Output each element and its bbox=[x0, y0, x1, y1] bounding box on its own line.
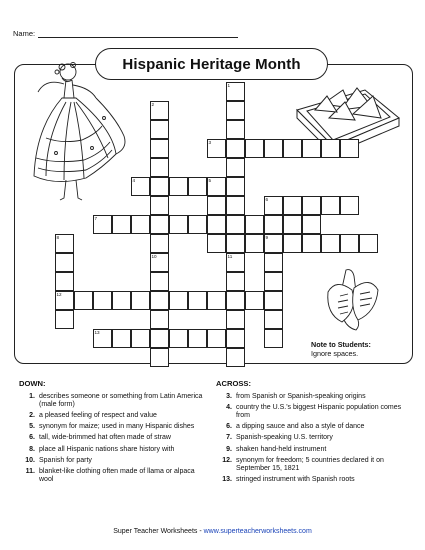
note-text: Ignore spaces. bbox=[311, 349, 359, 358]
grid-cell[interactable] bbox=[150, 158, 169, 177]
clue-text: synonym for maize; used in many Hispanic dishes bbox=[39, 423, 195, 431]
grid-cell[interactable] bbox=[188, 291, 207, 310]
clue-num: 7. bbox=[226, 434, 232, 442]
grid-cell[interactable] bbox=[188, 329, 207, 348]
across-clue bbox=[216, 446, 412, 455]
name-line[interactable] bbox=[38, 29, 238, 38]
grid-cell[interactable] bbox=[131, 329, 150, 348]
grid-cell[interactable] bbox=[226, 310, 245, 329]
across-clue bbox=[216, 404, 412, 421]
grid-cell[interactable] bbox=[112, 215, 131, 234]
clue-text: shaken hand-held instrument bbox=[236, 445, 327, 453]
grid-cell[interactable] bbox=[226, 329, 245, 348]
grid-cell[interactable] bbox=[321, 234, 340, 253]
clue-number: 2 bbox=[151, 102, 155, 107]
across-clue bbox=[216, 423, 412, 432]
grid-cell[interactable] bbox=[340, 196, 359, 215]
grid-cell[interactable] bbox=[169, 177, 188, 196]
clue-number: 12 bbox=[56, 292, 62, 297]
grid-cell[interactable] bbox=[245, 139, 264, 158]
clue-number: 9 bbox=[265, 235, 269, 240]
grid-cell[interactable] bbox=[150, 177, 169, 196]
down-clue bbox=[19, 412, 209, 421]
footer bbox=[0, 528, 425, 535]
clue-number: 6 bbox=[265, 197, 269, 202]
grid-cell[interactable] bbox=[207, 234, 226, 253]
across-clue bbox=[216, 434, 412, 443]
clue-number: 5 bbox=[208, 178, 212, 183]
clue-text: from Spanish or Spanish-speaking origins bbox=[236, 392, 366, 400]
grid-cell[interactable] bbox=[226, 101, 245, 120]
grid-cell[interactable] bbox=[169, 215, 188, 234]
grid-cell[interactable] bbox=[55, 253, 74, 272]
grid-cell[interactable] bbox=[226, 272, 245, 291]
grid-cell[interactable] bbox=[359, 234, 378, 253]
grid-cell[interactable] bbox=[283, 234, 302, 253]
grid-cell[interactable] bbox=[188, 215, 207, 234]
dancer-illustration bbox=[16, 58, 134, 218]
down-clue bbox=[19, 434, 209, 443]
clue-text: describes someone or something from Latin America (male form) bbox=[39, 392, 203, 409]
grid-cell[interactable] bbox=[245, 291, 264, 310]
clue-number: 13 bbox=[94, 330, 100, 335]
clue-number: 8 bbox=[56, 235, 60, 240]
grid-cell[interactable] bbox=[245, 234, 264, 253]
footer-prefix: Super Teacher Worksheets - bbox=[113, 528, 204, 535]
across-clue bbox=[216, 393, 412, 402]
down-heading: DOWN: bbox=[19, 379, 46, 388]
grid-cell[interactable] bbox=[302, 139, 321, 158]
grid-cell[interactable] bbox=[93, 291, 112, 310]
grid-cell[interactable] bbox=[283, 139, 302, 158]
grid-cell[interactable] bbox=[188, 177, 207, 196]
grid-cell[interactable] bbox=[226, 177, 245, 196]
grid-cell[interactable] bbox=[150, 120, 169, 139]
footer-url[interactable]: www.superteacherworksheets.com bbox=[203, 528, 312, 535]
clue-num: 1. bbox=[29, 392, 35, 400]
grid-cell[interactable] bbox=[150, 272, 169, 291]
clue-number: 3 bbox=[208, 140, 212, 145]
grid-cell[interactable] bbox=[150, 329, 169, 348]
clue-num: 6. bbox=[29, 434, 35, 442]
grid-cell[interactable] bbox=[226, 215, 245, 234]
grid-cell[interactable] bbox=[226, 291, 245, 310]
clue-text: blanket-like clothing often made of llama or alpaca wool bbox=[39, 467, 195, 484]
grid-cell[interactable] bbox=[207, 215, 226, 234]
clue-num: 2. bbox=[29, 412, 35, 420]
grid-cell[interactable] bbox=[226, 348, 245, 367]
grid-cell[interactable] bbox=[264, 215, 283, 234]
grid-cell[interactable] bbox=[321, 196, 340, 215]
grid-cell[interactable] bbox=[340, 234, 359, 253]
name-label: Name: bbox=[13, 29, 36, 38]
grid-cell[interactable] bbox=[226, 139, 245, 158]
grid-cell[interactable] bbox=[226, 234, 245, 253]
grid-cell[interactable] bbox=[150, 291, 169, 310]
grid-cell[interactable] bbox=[283, 215, 302, 234]
grid-cell[interactable] bbox=[207, 291, 226, 310]
grid-cell[interactable] bbox=[207, 196, 226, 215]
grid-cell[interactable] bbox=[226, 196, 245, 215]
clue-text: place all Hispanic nations share history with bbox=[39, 445, 175, 453]
across-heading: ACROSS: bbox=[216, 379, 252, 388]
across-clue bbox=[216, 476, 412, 485]
grid-cell[interactable] bbox=[264, 139, 283, 158]
grid-cell[interactable] bbox=[264, 272, 283, 291]
clue-num: 4. bbox=[226, 403, 232, 411]
grid-cell[interactable] bbox=[245, 215, 264, 234]
grid-cell[interactable] bbox=[169, 291, 188, 310]
grid-cell[interactable] bbox=[340, 139, 359, 158]
grid-cell[interactable] bbox=[55, 272, 74, 291]
across-clue bbox=[216, 457, 412, 474]
clue-text: Spanish-speaking U.S. territory bbox=[236, 434, 333, 442]
clue-text: tall, wide-brimmed hat often made of straw bbox=[39, 434, 171, 442]
clue-num: 13. bbox=[222, 476, 232, 484]
across-clues bbox=[216, 380, 412, 487]
clue-number: 11 bbox=[227, 254, 233, 259]
grid-cell[interactable] bbox=[226, 120, 245, 139]
clue-number: 10 bbox=[151, 254, 157, 259]
clue-num: 6. bbox=[226, 423, 232, 431]
grid-cell[interactable] bbox=[264, 253, 283, 272]
clue-num: 8. bbox=[29, 445, 35, 453]
note-to-students bbox=[311, 340, 371, 358]
grid-cell[interactable] bbox=[207, 329, 226, 348]
grid-cell[interactable] bbox=[283, 196, 302, 215]
clue-num: 11. bbox=[25, 467, 35, 475]
clue-number: 7 bbox=[94, 216, 98, 221]
grid-cell[interactable] bbox=[321, 139, 340, 158]
clue-number: 1 bbox=[227, 83, 231, 88]
grid-cell[interactable] bbox=[150, 196, 169, 215]
clue-text: Spanish for party bbox=[39, 456, 92, 464]
grid-cell[interactable] bbox=[169, 329, 188, 348]
grid-cell[interactable] bbox=[302, 196, 321, 215]
clue-text: synonym for freedom; 5 countries declared it on September 15, 1821 bbox=[236, 456, 384, 473]
grid-cell[interactable] bbox=[112, 329, 131, 348]
grid-cell[interactable] bbox=[302, 234, 321, 253]
clue-text: country the U.S.'s biggest Hispanic population comes from bbox=[236, 403, 402, 420]
clue-text: a pleased feeling of respect and value bbox=[39, 412, 157, 420]
down-clue bbox=[19, 423, 209, 432]
grid-cell[interactable] bbox=[226, 158, 245, 177]
grid-cell[interactable] bbox=[112, 291, 131, 310]
down-clue bbox=[19, 468, 209, 485]
note-label: Note to Students: bbox=[311, 340, 371, 349]
clue-num: 5. bbox=[29, 423, 35, 431]
grid-cell[interactable] bbox=[150, 348, 169, 367]
grid-cell[interactable] bbox=[131, 215, 150, 234]
grid-cell[interactable] bbox=[264, 291, 283, 310]
grid-cell[interactable] bbox=[55, 310, 74, 329]
grid-cell[interactable] bbox=[264, 329, 283, 348]
grid-cell[interactable] bbox=[131, 291, 150, 310]
corn-illustration bbox=[318, 262, 388, 332]
grid-cell[interactable] bbox=[74, 291, 93, 310]
down-clue bbox=[19, 446, 209, 455]
clue-num: 10. bbox=[25, 456, 35, 464]
clue-text: stringed instrument with Spanish roots bbox=[236, 476, 355, 484]
grid-cell[interactable] bbox=[150, 215, 169, 234]
down-clue bbox=[19, 393, 209, 410]
page-title: Hispanic Heritage Month bbox=[95, 48, 328, 80]
clue-number: 4 bbox=[132, 178, 136, 183]
clue-num: 12. bbox=[222, 456, 232, 464]
down-clue bbox=[19, 457, 209, 466]
grid-cell[interactable] bbox=[302, 215, 321, 234]
grid-cell[interactable] bbox=[150, 139, 169, 158]
grid-cell[interactable] bbox=[150, 234, 169, 253]
grid-cell[interactable] bbox=[264, 310, 283, 329]
clue-num: 3. bbox=[226, 392, 232, 400]
clue-num: 9. bbox=[226, 445, 232, 453]
down-clues bbox=[19, 380, 209, 487]
clue-text: a dipping sauce and also a style of dance bbox=[236, 423, 365, 431]
grid-cell[interactable] bbox=[150, 310, 169, 329]
name-field bbox=[13, 29, 238, 38]
